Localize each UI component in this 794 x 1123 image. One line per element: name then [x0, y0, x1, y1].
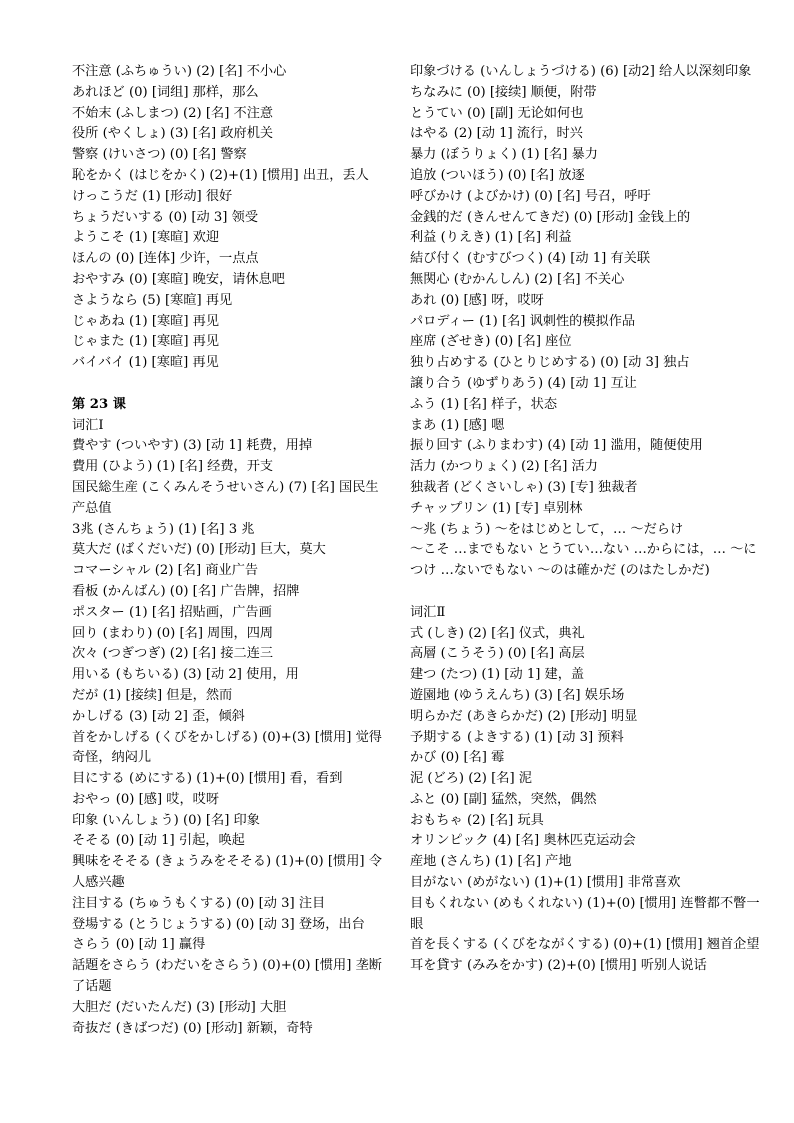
vocab-entry: 式 (しき) (2) [名] 仪式，典礼: [410, 625, 585, 641]
vocab-list-block2: [410, 624, 760, 978]
vocab-entry: 無関心 (むかんしん) (2) [名] 不关心: [410, 271, 625, 287]
vocab-entry: 座席 (ざせき) (0) [名] 座位: [410, 334, 572, 350]
vocab-entry: 費やす (ついやす) (3) [动 1] 耗费，用掉: [72, 438, 313, 454]
vocab-entry: バイバイ (1) [寒暄] 再见: [72, 355, 219, 371]
vocab-entry: 振り回す (ふりまわす) (4) [动 1] 滥用，随便使用: [410, 438, 703, 454]
vocab-entry: 活力 (かつりょく) (2) [名] 活力: [410, 459, 598, 475]
vocab-entry: 高層 (こうそう) (0) [名] 高层: [410, 646, 585, 662]
vocab-entry: 話題をさらう (わだいをさらう) (0)+(0) [惯用] 垄断了话题: [72, 958, 382, 995]
vocab-entry: ちょうだいする (0) [动 3] 领受: [72, 209, 259, 225]
vocab-entry: 用いる (もちいる) (3) [动 2] 使用，用: [72, 667, 299, 683]
vocab-entry: かしげる (3) [动 2] 歪，倾斜: [72, 708, 245, 724]
right-column: [410, 62, 760, 977]
vocab-entry: 独り占めする (ひとりじめする) (0) [动 3] 独占: [410, 355, 690, 371]
vocab-entry: ～兆 (ちょう) ～をはじめとして，… ～だらけ: [410, 521, 684, 537]
vocab-entry: 泥 (どろ) (2) [名] 泥: [410, 771, 532, 787]
vocab-entry: 登場する (とうじょうする) (0) [动 3] 登场，出台: [72, 916, 365, 932]
vocab-entry: 目にする (めにする) (1)+(0) [惯用] 看，看到: [72, 771, 343, 787]
vocab-entry: ほんの (0) [连体] 少许，一点点: [72, 251, 259, 267]
vocab-entry: そそる (0) [动 1] 引起，唤起: [72, 833, 245, 849]
lesson-heading: 第 23 课: [72, 396, 126, 412]
vocab-entry: けっこうだ (1) [形动] 很好: [72, 188, 233, 204]
vocab-entry: 暴力 (ぼうりょく) (1) [名] 暴力: [410, 147, 598, 163]
vocab-entry: 役所 (やくしょ) (3) [名] 政府机关: [72, 126, 274, 142]
vocab-entry: 莫大だ (ばくだいだ) (0) [形动] 巨大，莫大: [72, 542, 326, 558]
vocab-entry: 回り (まわり) (0) [名] 周围，四周: [72, 625, 274, 641]
vocab-entry: 建つ (たつ) (1) [动 1] 建，盖: [410, 667, 585, 683]
vocab-entry: 耳を貸す (みみをかす) (2)+(0) [惯用] 听别人说话: [410, 958, 707, 974]
vocab-entry: おやっ (0) [感] 哎，哎呀: [72, 791, 220, 807]
vocab-entry: 独裁者 (どくさいしゃ) (3) [专] 独裁者: [410, 479, 638, 495]
vocab-entry: 明らかだ (あきらかだ) (2) [形动] 明显: [410, 708, 638, 724]
vocab-entry: じゃあね (1) [寒暄] 再见: [72, 313, 220, 329]
vocab-entry: 首を長くする (くびをながくする) (0)+(1) [惯用] 翘首企望: [410, 937, 760, 953]
vocab-entry: 予期する (よきする) (1) [动 3] 预料: [410, 729, 624, 745]
vocab-entry: はやる (2) [动 1] 流行，时兴: [410, 126, 583, 142]
spacer: [410, 582, 760, 603]
vocab-entry: おやすみ (0) [寒暄] 晚安，请休息吧: [72, 271, 285, 287]
vocab-entry: ポスター (1) [名] 招贴画，广告画: [72, 604, 272, 620]
vocab-entry: 不始末 (ふしまつ) (2) [名] 不注意: [72, 105, 274, 121]
vocab-entry: 譲り合う (ゆずりあう) (4) [动 1] 互让: [410, 375, 637, 391]
vocab-entry: 注目する (ちゅうもくする) (0) [动 3] 注目: [72, 895, 326, 911]
vocab-entry: さらう (0) [动 1] 赢得: [72, 937, 206, 953]
vocab-entry: 目もくれない (めもくれない) (1)+(0) [惯用] 连瞥都不瞥一眼: [410, 895, 760, 932]
vocab-entry: 費用 (ひよう) (1) [名] 经费，开支: [72, 459, 274, 475]
vocab-entry: 追放 (ついほう) (0) [名] 放逐: [410, 167, 585, 183]
vocab-entry: 3兆 (さんちょう) (1) [名] 3 兆: [72, 521, 255, 537]
vocab-entry: おもちゃ (2) [名] 玩具: [410, 812, 544, 828]
vocab-entry: 不注意 (ふちゅうい) (2) [名] 不小心: [72, 64, 287, 79]
vocab-entry: 次々 (つぎつぎ) (2) [名] 接二连三: [72, 646, 274, 662]
vocab-entry: ふと (0) [副] 猛然，突然，偶然: [410, 791, 597, 807]
vocab-entry: ようこそ (1) [寒暄] 欢迎: [72, 230, 220, 246]
vocab-entry: 印象 (いんしょう) (0) [名] 印象: [72, 812, 260, 828]
vocab-entry: 呼びかけ (よびかけ) (0) [名] 号召，呼吁: [410, 188, 651, 204]
vocab-entry: 結び付く (むすびつく) (4) [动 1] 有关联: [410, 251, 651, 267]
vocab-entry: じゃまた (1) [寒暄] 再见: [72, 334, 220, 350]
vocab-entry: パロディー (1) [名] 讽刺性的模拟作品: [410, 313, 636, 329]
vocab-entry: 目がない (めがない) (1)+(1) [惯用] 非常喜欢: [410, 875, 681, 891]
vocab-entry: 利益 (りえき) (1) [名] 利益: [410, 230, 572, 246]
vocab-entry: さようなら (5) [寒暄] 再见: [72, 292, 233, 308]
vocab-entry: チャップリン (1) [专] 卓别林: [410, 500, 583, 516]
vocab-entry: 看板 (かんばん) (0) [名] 广告牌，招牌: [72, 583, 300, 599]
vocab-entry: 国民総生産 (こくみんそうせいさん) (7) [名] 国民生产总值: [72, 479, 379, 516]
vocab-entry: ～こそ …までもない とうてい…ない …からには，… ～につけ …ないでもない ～のは確かだ (のはたしかだ): [410, 542, 757, 579]
spacer: [72, 374, 390, 395]
vocab-entry: 警察 (けいさつ) (0) [名] 警察: [72, 147, 247, 163]
vocab-entry: 大胆だ (だいたんだ) (3) [形动] 大胆: [72, 999, 287, 1015]
vocab-entry: 首をかしげる (くびをかしげる) (0)+(3) [惯用] 觉得奇怪，纳闷儿: [72, 729, 382, 766]
vocab-entry: 産地 (さんち) (1) [名] 产地: [410, 854, 572, 870]
vocab-entry: 印象づける (いんしょうづける) (6) [动2] 给人以深刻印象: [410, 64, 752, 79]
vocab-list-block1: [72, 62, 390, 374]
vocab-entry: オリンピック (4) [名] 奥林匹克运动会: [410, 833, 636, 849]
vocab-entry: 興味をそそる (きょうみをそそる) (1)+(0) [惯用] 令人感兴趣: [72, 854, 382, 891]
vocab-entry: 金銭的だ (きんせんてきだ) (0) [形动] 金钱上的: [410, 209, 691, 225]
vocab-entry: あれほど (0) [词组] 那样，那么: [72, 84, 259, 100]
vocab-section-title: 词汇Ⅰ: [72, 417, 104, 433]
vocab-entry: とうてい (0) [副] 无论如何也: [410, 105, 584, 121]
vocab-entry: 遊園地 (ゆうえんち) (3) [名] 娱乐场: [410, 687, 625, 703]
vocab-entry: だが (1) [接续] 但是，然而: [72, 687, 233, 703]
vocab-entry: まあ (1) [感] 嗯: [410, 417, 505, 433]
vocab-entry: 奇抜だ (きばつだ) (0) [形动] 新颖，奇特: [72, 1020, 313, 1036]
left-column: [72, 62, 390, 1039]
vocab-list-block1: [410, 62, 760, 582]
vocab-entry: かび (0) [名] 霉: [410, 750, 505, 766]
vocab-entry: あれ (0) [感] 呀，哎呀: [410, 292, 544, 308]
vocab-entry: ふう (1) [名] 样子，状态: [410, 396, 558, 412]
vocab-entry: 恥をかく (はじをかく) (2)+(1) [惯用] 出丑，丢人: [72, 167, 369, 183]
vocab-list-block2: [72, 436, 390, 1039]
vocab-section-title: 词汇Ⅱ: [410, 604, 446, 620]
vocab-entry: ちなみに (0) [接续] 顺便，附带: [410, 84, 597, 100]
vocab-entry: コマーシャル (2) [名] 商业广告: [72, 563, 259, 579]
